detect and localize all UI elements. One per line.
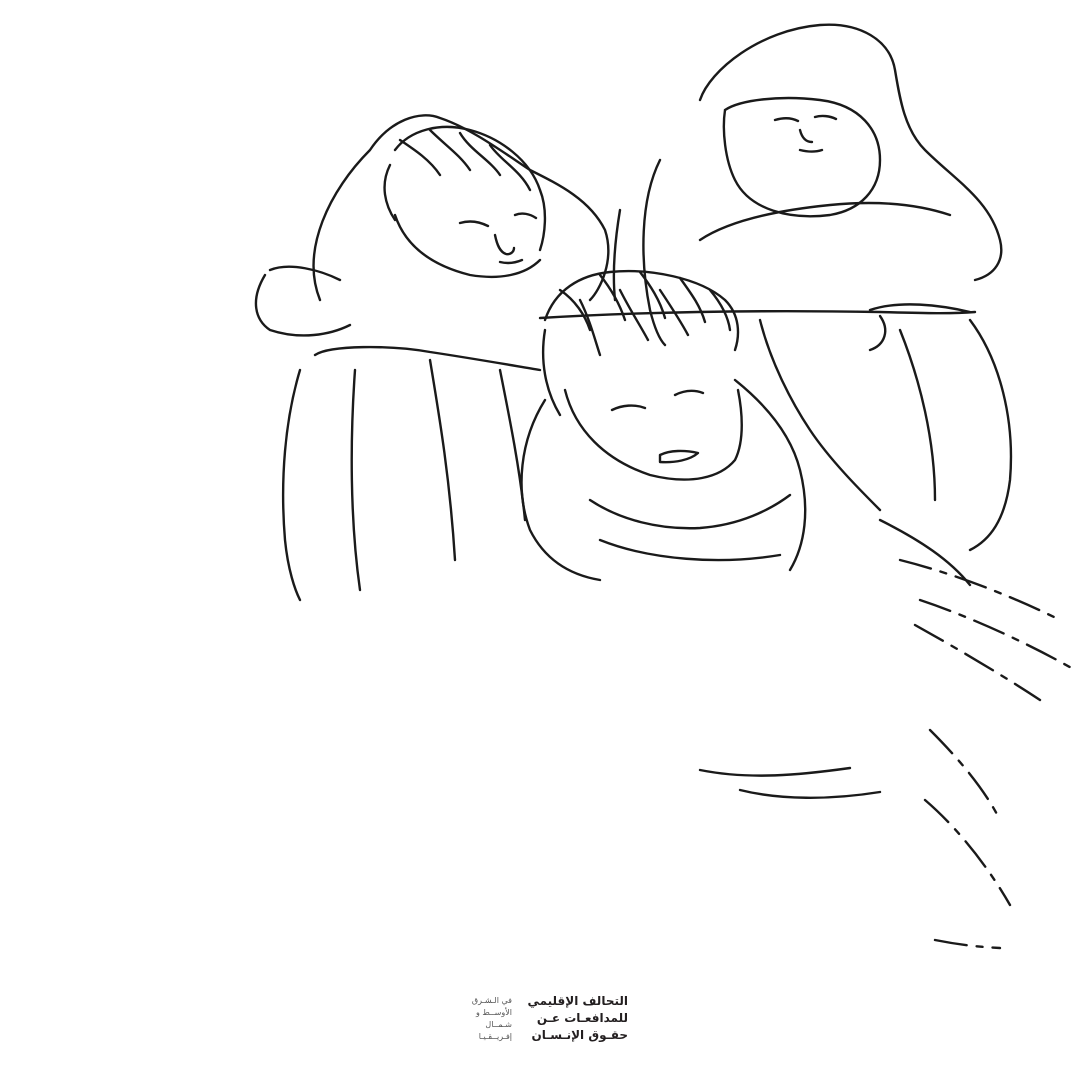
organization-logo [440,990,640,1048]
logo-name-line: حقـوق الإنـسـان [531,1028,628,1042]
logo-name-line: للمدافعـات عـن [536,1011,628,1025]
right-child-figure [614,25,1011,550]
logo-region-line: إفـريــقـيـا [478,1032,512,1041]
lower-shroud-lines [900,560,1075,948]
logo-region-line: الأوســط و [475,1008,512,1017]
left-child-figure [256,115,608,600]
logo-name [527,993,628,1044]
logo-region-line: شـمــال [485,1020,512,1029]
logo-region-line: في الـشـرق [471,996,512,1005]
logo-region [472,995,512,1043]
shroud-tie-line [540,311,975,318]
logo-name-line: التحالف الإقليمي [527,994,628,1008]
